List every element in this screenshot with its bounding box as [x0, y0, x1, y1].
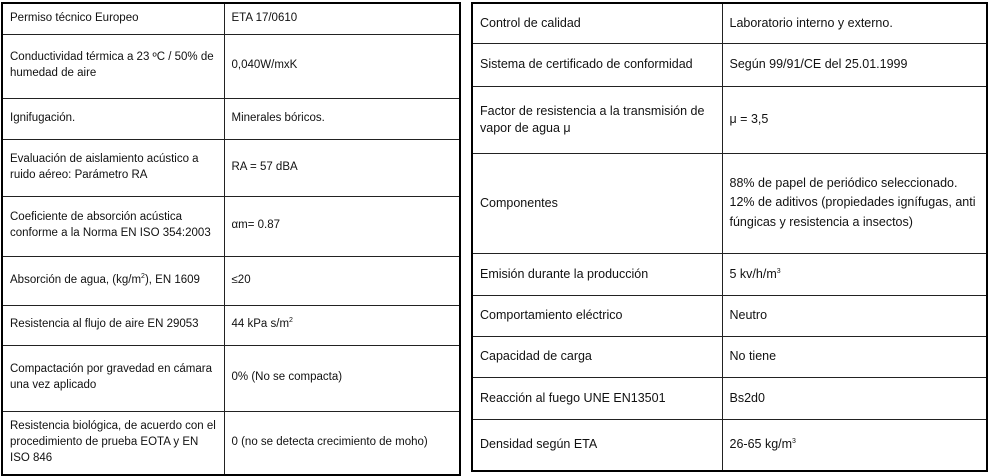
spec-value: ETA 17/0610 [224, 3, 460, 34]
spec-value: 0% (No se compacta) [224, 345, 460, 411]
spec-value: 0,040W/mxK [224, 34, 460, 98]
spec-value: μ = 3,5 [722, 86, 987, 153]
spec-label: Capacidad de carga [472, 336, 722, 377]
spec-value: No tiene [722, 336, 987, 377]
spec-value: 26-65 $kg/m^3$ [722, 419, 987, 471]
table-row [2, 411, 460, 475]
spec-value: ≤20 [224, 256, 460, 305]
table-row [472, 336, 987, 377]
spec-value: Neutro [722, 295, 987, 336]
spec-label: Densidad según ETA [472, 419, 722, 471]
spec-label: Control de calidad [472, 3, 722, 43]
spec-label: Comportamiento eléctrico [472, 295, 722, 336]
spec-label: Permiso técnico Europeo [2, 3, 224, 34]
component-line: 88% de papel de periódico seleccionado. [729, 175, 958, 190]
table-row [472, 295, 987, 336]
spec-label: Factor de resistencia a la transmisión de vapor de agua μ [472, 86, 722, 153]
spec-label: Absorción de agua, $(kg/m^2)$, EN 1609 [2, 256, 224, 305]
table-row [472, 419, 987, 471]
spec-label: Ignifugación. [2, 98, 224, 139]
spec-label: Sistema de certificado de conformidad [472, 43, 722, 86]
table-row [472, 43, 987, 86]
spec-label: Reacción al fuego UNE EN13501 [472, 377, 722, 419]
spec-value: αm= 0.87 [224, 196, 460, 256]
spec-label: Compactación por gravedad en cámara una vez aplicado [2, 345, 224, 411]
table-row [2, 256, 460, 305]
spec-label: Componentes [472, 153, 722, 253]
spec-value: RA = 57 dBA [224, 139, 460, 196]
table-row [472, 253, 987, 295]
spec-label: Coeficiente de absorción acústica conforme a la Norma EN ISO 354:2003 [2, 196, 224, 256]
table-row [472, 3, 987, 43]
spec-value: Minerales bóricos. [224, 98, 460, 139]
right-spec-table [471, 2, 988, 472]
table-row [2, 139, 460, 196]
table-row [2, 3, 460, 34]
table-row [2, 196, 460, 256]
spec-value: 44 kPa $s/m^2$ [224, 305, 460, 345]
left-spec-table [1, 2, 461, 476]
table-row [2, 98, 460, 139]
spec-value [722, 153, 987, 253]
spec-label: Conductividad térmica a 23 ºC / 50% de humedad de aire [2, 34, 224, 98]
spec-label: Resistencia al flujo de aire EN 29053 [2, 305, 224, 345]
spec-value: Según 99/91/CE del 25.01.1999 [722, 43, 987, 86]
spec-label: Emisión durante la producción [472, 253, 722, 295]
table-row [472, 86, 987, 153]
component-line: 12% de aditivos (propiedades ignífugas, anti fúngicas y resistencia a insectos) [729, 195, 976, 229]
spec-label: Resistencia biológica, de acuerdo con el procedimiento de prueba EOTA y EN ISO 846 [2, 411, 224, 475]
spec-value: Bs2d0 [722, 377, 987, 419]
spec-value: Laboratorio interno y externo. [722, 3, 987, 43]
table-row [2, 305, 460, 345]
table-row [472, 153, 987, 253]
spec-label: Evaluación de aislamiento acústico a ruido aéreo: Parámetro RA [2, 139, 224, 196]
table-row [2, 345, 460, 411]
table-row [2, 34, 460, 98]
spec-value: 0 (no se detecta crecimiento de moho) [224, 411, 460, 475]
spec-value: 5 $kv/h/m^3$ [722, 253, 987, 295]
table-row [472, 377, 987, 419]
